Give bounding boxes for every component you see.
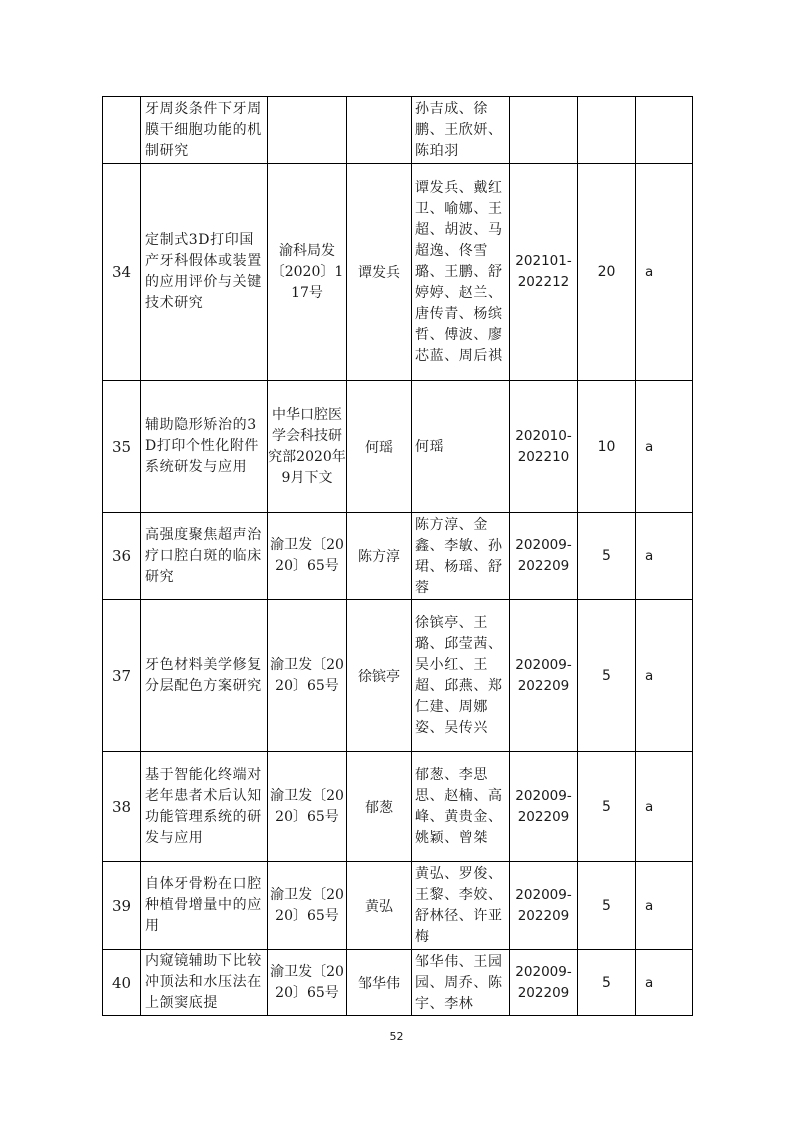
project-level-cell — [636, 862, 693, 950]
project-members-cell — [412, 381, 510, 513]
page-number: 52 — [389, 1030, 404, 1043]
project-leader: 谭发兵 — [358, 265, 400, 281]
approval-document-cell — [268, 862, 347, 950]
project-level-cell — [636, 164, 693, 381]
project-level-cell — [636, 381, 693, 513]
project-level: a — [645, 897, 654, 914]
project-number-cell — [103, 513, 141, 600]
project-members: 谭发兵、戴红卫、喻娜、王超、胡波、马超逸、佟雪璐、王鹏、舒婷婷、赵兰、唐传青、杨缤哲、傅波、廖芯蓝、周后祺 — [415, 180, 503, 364]
project-period: 202009-202209 — [515, 537, 572, 574]
project-period-cell — [510, 950, 578, 1016]
table-row — [103, 600, 693, 752]
projects-table — [102, 96, 693, 1016]
project-number-cell — [103, 97, 141, 164]
project-leader-cell — [347, 513, 412, 600]
project-level: a — [645, 667, 654, 684]
project-period-cell — [510, 600, 578, 752]
project-title: 辅助隐形矫治的3D打印个性化附件系统研发与应用 — [145, 417, 260, 475]
approval-document: 渝卫发〔2020〕65号 — [270, 886, 344, 924]
approval-document: 渝卫发〔2020〕65号 — [270, 963, 344, 1001]
project-number-cell — [103, 950, 141, 1016]
project-number: 38 — [111, 797, 132, 816]
project-leader-cell — [347, 752, 412, 862]
project-period-cell — [510, 862, 578, 950]
project-members-cell — [412, 513, 510, 600]
funding-amount-cell — [578, 164, 636, 381]
project-title-cell — [141, 950, 268, 1016]
project-title-cell — [141, 513, 268, 600]
project-level: a — [645, 438, 654, 455]
project-level-cell — [636, 600, 693, 752]
project-title-cell — [141, 97, 268, 164]
project-number: 39 — [111, 896, 132, 915]
funding-amount-cell — [578, 752, 636, 862]
project-period: 202010-202210 — [515, 427, 572, 465]
approval-document-cell — [268, 513, 347, 600]
funding-amount-cell — [578, 97, 636, 164]
funding-amount-cell — [578, 600, 636, 752]
project-title-cell — [141, 862, 268, 950]
project-number-cell — [103, 752, 141, 862]
approval-document: 渝卫发〔2020〕65号 — [270, 537, 344, 574]
table-row — [103, 381, 693, 513]
funding-amount-cell — [578, 862, 636, 950]
project-members: 黄弘、罗俊、王黎、李姣、舒林径、许亚梅 — [415, 866, 503, 945]
project-level-cell — [636, 97, 693, 164]
table-body — [103, 97, 693, 1016]
project-level-cell — [636, 752, 693, 862]
project-title: 定制式3D打印国产牙科假体或装置的应用评价与关键技术研究 — [145, 232, 262, 311]
project-members: 郁葱、李思思、赵楠、高峰、黄贵金、姚颖、曾桀 — [415, 767, 503, 846]
funding-amount: 10 — [597, 438, 616, 455]
project-period-cell — [510, 164, 578, 381]
project-period-cell — [510, 513, 578, 600]
project-level-cell — [636, 513, 693, 600]
project-leader-cell — [347, 600, 412, 752]
project-period: 202101-202212 — [515, 253, 572, 290]
funding-amount: 20 — [597, 264, 616, 280]
project-period-cell — [510, 381, 578, 513]
funding-amount: 5 — [602, 798, 611, 815]
funding-amount-cell — [578, 950, 636, 1016]
funding-amount: 5 — [602, 897, 611, 914]
project-number-cell — [103, 862, 141, 950]
project-title: 牙色材料美学修复分层配色方案研究 — [145, 656, 262, 694]
project-number-cell — [103, 600, 141, 752]
project-number: 37 — [111, 666, 132, 685]
approval-document-cell — [268, 381, 347, 513]
approval-document-cell — [268, 164, 347, 381]
project-members-cell — [412, 950, 510, 1016]
project-members-cell — [412, 752, 510, 862]
project-period: 202009-202209 — [515, 963, 572, 1001]
table-row — [103, 164, 693, 381]
table-row — [103, 950, 693, 1016]
approval-document: 中华口腔医学会科技研究部2020年9月下文 — [268, 406, 346, 486]
approval-document-cell — [268, 752, 347, 862]
table-row — [103, 752, 693, 862]
project-title-cell — [141, 164, 268, 381]
project-leader-cell — [347, 862, 412, 950]
project-leader: 邹华伟 — [358, 975, 400, 992]
project-level: a — [645, 798, 654, 815]
approval-document-cell — [268, 600, 347, 752]
project-leader-cell — [347, 381, 412, 513]
approval-document-cell — [268, 97, 347, 164]
project-period: 202009-202209 — [515, 787, 572, 825]
project-title: 高强度聚焦超声治疗口腔白斑的临床研究 — [145, 526, 262, 585]
funding-amount-cell — [578, 513, 636, 600]
approval-document-cell — [268, 950, 347, 1016]
funding-amount: 5 — [602, 548, 611, 564]
table-row — [103, 513, 693, 600]
funding-amount-cell — [578, 381, 636, 513]
project-period-cell — [510, 97, 578, 164]
project-number: 36 — [111, 547, 132, 565]
project-members-cell — [412, 97, 510, 164]
funding-amount: 5 — [602, 667, 611, 684]
project-leader: 陈方淳 — [358, 549, 400, 565]
project-members: 邹华伟、王园园、周乔、陈宇、李林 — [415, 953, 503, 1012]
project-members: 陈方淳、金鑫、李敏、孙珺、杨瑶、舒蓉 — [415, 516, 503, 596]
project-members: 何瑶 — [415, 438, 445, 455]
project-members-cell — [412, 164, 510, 381]
project-members: 孙吉成、徐鹏、王欣妍、陈珀羽 — [415, 101, 503, 159]
project-leader: 黄弘 — [365, 898, 393, 915]
project-level: a — [645, 264, 654, 280]
project-title-cell — [141, 600, 268, 752]
project-number-cell — [103, 164, 141, 381]
project-title: 牙周炎条件下牙周膜干细胞功能的机制研究 — [145, 100, 262, 159]
project-leader: 何瑶 — [365, 439, 393, 456]
project-members-cell — [412, 862, 510, 950]
approval-document: 渝卫发〔2020〕65号 — [270, 656, 344, 694]
project-members: 徐镔亭、王璐、邱莹茜、吴小红、王超、邱燕、郑仁建、周娜姿、吴传兴 — [415, 615, 503, 736]
project-leader-cell — [347, 97, 412, 164]
project-level: a — [645, 974, 654, 991]
project-number-cell — [103, 381, 141, 513]
project-number: 35 — [111, 437, 132, 456]
funding-amount: 5 — [602, 974, 611, 991]
project-title-cell — [141, 381, 268, 513]
project-title-cell — [141, 752, 268, 862]
project-level: a — [645, 548, 654, 564]
project-leader: 徐镔亭 — [358, 668, 400, 685]
table-row — [103, 97, 693, 164]
project-period: 202009-202209 — [515, 886, 572, 924]
project-leader-cell — [347, 950, 412, 1016]
approval-document: 渝卫发〔2020〕65号 — [270, 787, 344, 825]
project-leader-cell — [347, 164, 412, 381]
project-leader: 郁葱 — [365, 799, 393, 816]
project-title: 自体牙骨粉在口腔种植骨增量中的应用 — [145, 876, 262, 934]
project-title: 内窥镜辅助下比较冲顶法和水压法在上颌窦底提 — [145, 953, 262, 1011]
table-row — [103, 862, 693, 950]
project-members-cell — [412, 600, 510, 752]
project-level-cell — [636, 950, 693, 1016]
project-title: 基于智能化终端对老年患者术后认知功能管理系统的研发与应用 — [145, 766, 262, 846]
project-period: 202009-202209 — [515, 656, 572, 694]
approval-document: 渝科局发〔2020〕117号 — [270, 242, 344, 301]
project-number: 34 — [111, 263, 132, 281]
project-number: 40 — [111, 973, 132, 992]
project-period-cell — [510, 752, 578, 862]
